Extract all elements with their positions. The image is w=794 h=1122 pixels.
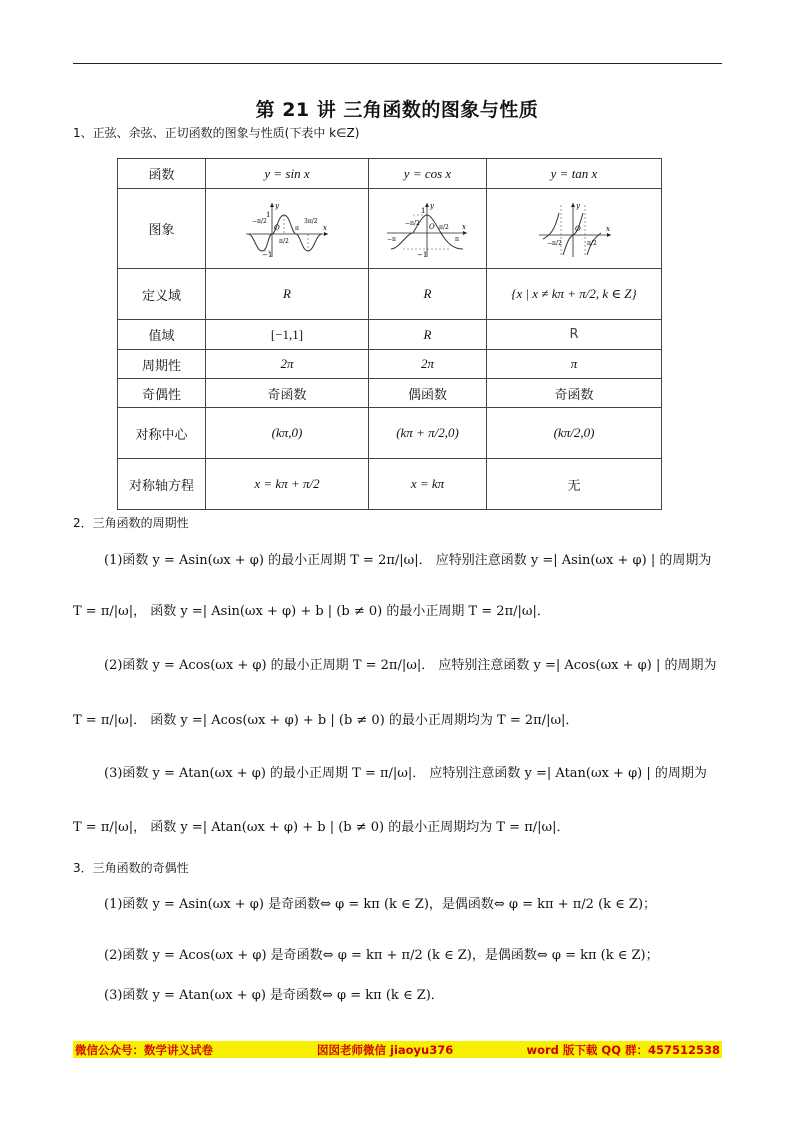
cell-value: (kπ/2,0) (487, 408, 662, 459)
header-cos: y = cos x (369, 159, 487, 189)
section-1-heading: 1、正弦、余弦、正切函数的图象与性质(下表中 k∈Z) (73, 126, 360, 140)
cos-graph-cell (369, 189, 487, 269)
cell-value: [−1,1] (206, 320, 369, 350)
parity-sin-line: (1)函数 y = Asin(ωx + φ) 是奇函数⇔ φ = kπ (k ∈ Z)，是偶函数⇔ φ = kπ + π/2 (k ∈ Z)； (104, 897, 657, 912)
graph-label: 1 (266, 210, 271, 219)
cell-value: 奇函数 (487, 379, 662, 408)
row-label: 奇偶性 (118, 379, 206, 408)
table-row (118, 269, 662, 320)
section-3-heading: 3．三角函数的奇偶性 (73, 861, 189, 875)
cell-value: 2π (369, 350, 487, 379)
footer-wechat-account: 微信公众号：数学讲义试卷 (75, 1043, 213, 1057)
graph-label: x (461, 222, 466, 231)
graph-label: 3π/2 (304, 217, 318, 225)
period-sin-line-1: (1)函数 y = Asin(ωx + φ) 的最小正周期 T = 2π/|ω|． 应特别注意函数 y =| Asin(ωx + φ) | 的周期为 (104, 553, 712, 568)
period-tan-line-1: (3)函数 y = Atan(ωx + φ) 的最小正周期 T = π/|ω|． 应特别注意函数 y =| Atan(ωx + φ) | 的周期为 (104, 766, 707, 781)
cell-value: (kπ,0) (206, 408, 369, 459)
graph-label: x (606, 224, 610, 233)
period-cos-line-2: T = π/|ω|． 函数 y =| Acos(ωx + φ) + b | (b ≠ 0) 的最小正周期均为 T = 2π/|ω|． (73, 713, 579, 728)
table-row (118, 189, 662, 269)
top-rule (73, 63, 722, 64)
row-label: 对称轴方程 (118, 459, 206, 510)
header-sin: y = sin x (206, 159, 369, 189)
cell-value: π (487, 350, 662, 379)
cell-value: x = kπ + π/2 (206, 459, 369, 510)
footer-qq-group: word 版下载 QQ 群：457512538 (526, 1043, 720, 1057)
graph-label: −π (386, 235, 396, 243)
graph-label: −1 (416, 250, 427, 259)
table-row (118, 320, 662, 350)
graph-label: −π/2 (252, 217, 267, 225)
footer-bar (73, 1041, 722, 1058)
cell-value: R (369, 320, 487, 350)
graph-label: π (454, 235, 459, 243)
parity-cos-line: (2)函数 y = Acos(ωx + φ) 是奇函数⇔ φ = kπ + π/2 (k ∈ Z)，是偶函数⇔ φ = kπ (k ∈ Z)； (104, 948, 659, 963)
sin-graph (242, 199, 332, 259)
graph-label: O (575, 224, 581, 233)
cell-value: 无 (487, 459, 662, 510)
row-label: 图象 (118, 189, 206, 269)
period-sin-line-2: T = π/|ω|， 函数 y =| Asin(ωx + φ) + b | (b ≠ 0) 的最小正周期 T = 2π/|ω|． (73, 604, 550, 619)
table-row (118, 459, 662, 510)
graph-label: −1 (262, 250, 273, 259)
graph-label: O (274, 223, 280, 232)
cell-value: R (369, 269, 487, 320)
properties-table (117, 158, 662, 510)
tan-graph-cell (487, 189, 662, 269)
graph-label: y (429, 201, 434, 210)
row-label: 周期性 (118, 350, 206, 379)
header-tan: y = tan x (487, 159, 662, 189)
table-row (118, 408, 662, 459)
table-row (118, 159, 662, 189)
graph-label: π/2 (587, 239, 597, 247)
graph-label: y (275, 201, 279, 210)
graph-label: −π/2 (404, 219, 420, 227)
sin-graph-cell (206, 189, 369, 269)
cell-value: R (206, 269, 369, 320)
table-row (118, 379, 662, 408)
tan-graph (529, 199, 619, 259)
cell-value: (kπ + π/2,0) (369, 408, 487, 459)
section-2-heading: 2．三角函数的周期性 (73, 516, 189, 530)
page-title: 第 21 讲 三角函数的图象与性质 (255, 99, 539, 121)
cos-graph (383, 199, 473, 259)
graph-label: π/2 (438, 223, 449, 231)
row-label: 定义域 (118, 269, 206, 320)
cell-value: x = kπ (369, 459, 487, 510)
period-tan-line-2: T = π/|ω|， 函数 y =| Atan(ωx + φ) + b | (b ≠ 0) 的最小正周期均为 T = π/|ω|． (73, 820, 570, 835)
graph-label: π/2 (279, 237, 289, 245)
cell-value: 2π (206, 350, 369, 379)
parity-tan-line: (3)函数 y = Atan(ωx + φ) 是奇函数⇔ φ = kπ (k ∈ Z)． (104, 988, 444, 1003)
table-row (118, 350, 662, 379)
graph-label: π (295, 224, 299, 232)
cell-value: 偶函数 (369, 379, 487, 408)
graph-label: O (428, 222, 435, 231)
row-label: 函数 (118, 159, 206, 189)
period-cos-line-1: (2)函数 y = Acos(ωx + φ) 的最小正周期 T = 2π/|ω|． 应特别注意函数 y =| Acos(ωx + φ) | 的周期为 (104, 658, 717, 673)
graph-label: x (323, 223, 327, 232)
cell-value: R (487, 320, 662, 350)
graph-label: 1 (420, 206, 425, 215)
row-label: 值域 (118, 320, 206, 350)
row-label: 对称中心 (118, 408, 206, 459)
footer-teacher-wechat: 囡囡老师微信 jiaoyu376 (317, 1043, 454, 1057)
graph-label: y (576, 201, 580, 210)
graph-label: −π/2 (547, 239, 562, 247)
cell-value: {x | x ≠ kπ + π/2, k ∈ Z} (487, 269, 662, 320)
cell-value: 奇函数 (206, 379, 369, 408)
